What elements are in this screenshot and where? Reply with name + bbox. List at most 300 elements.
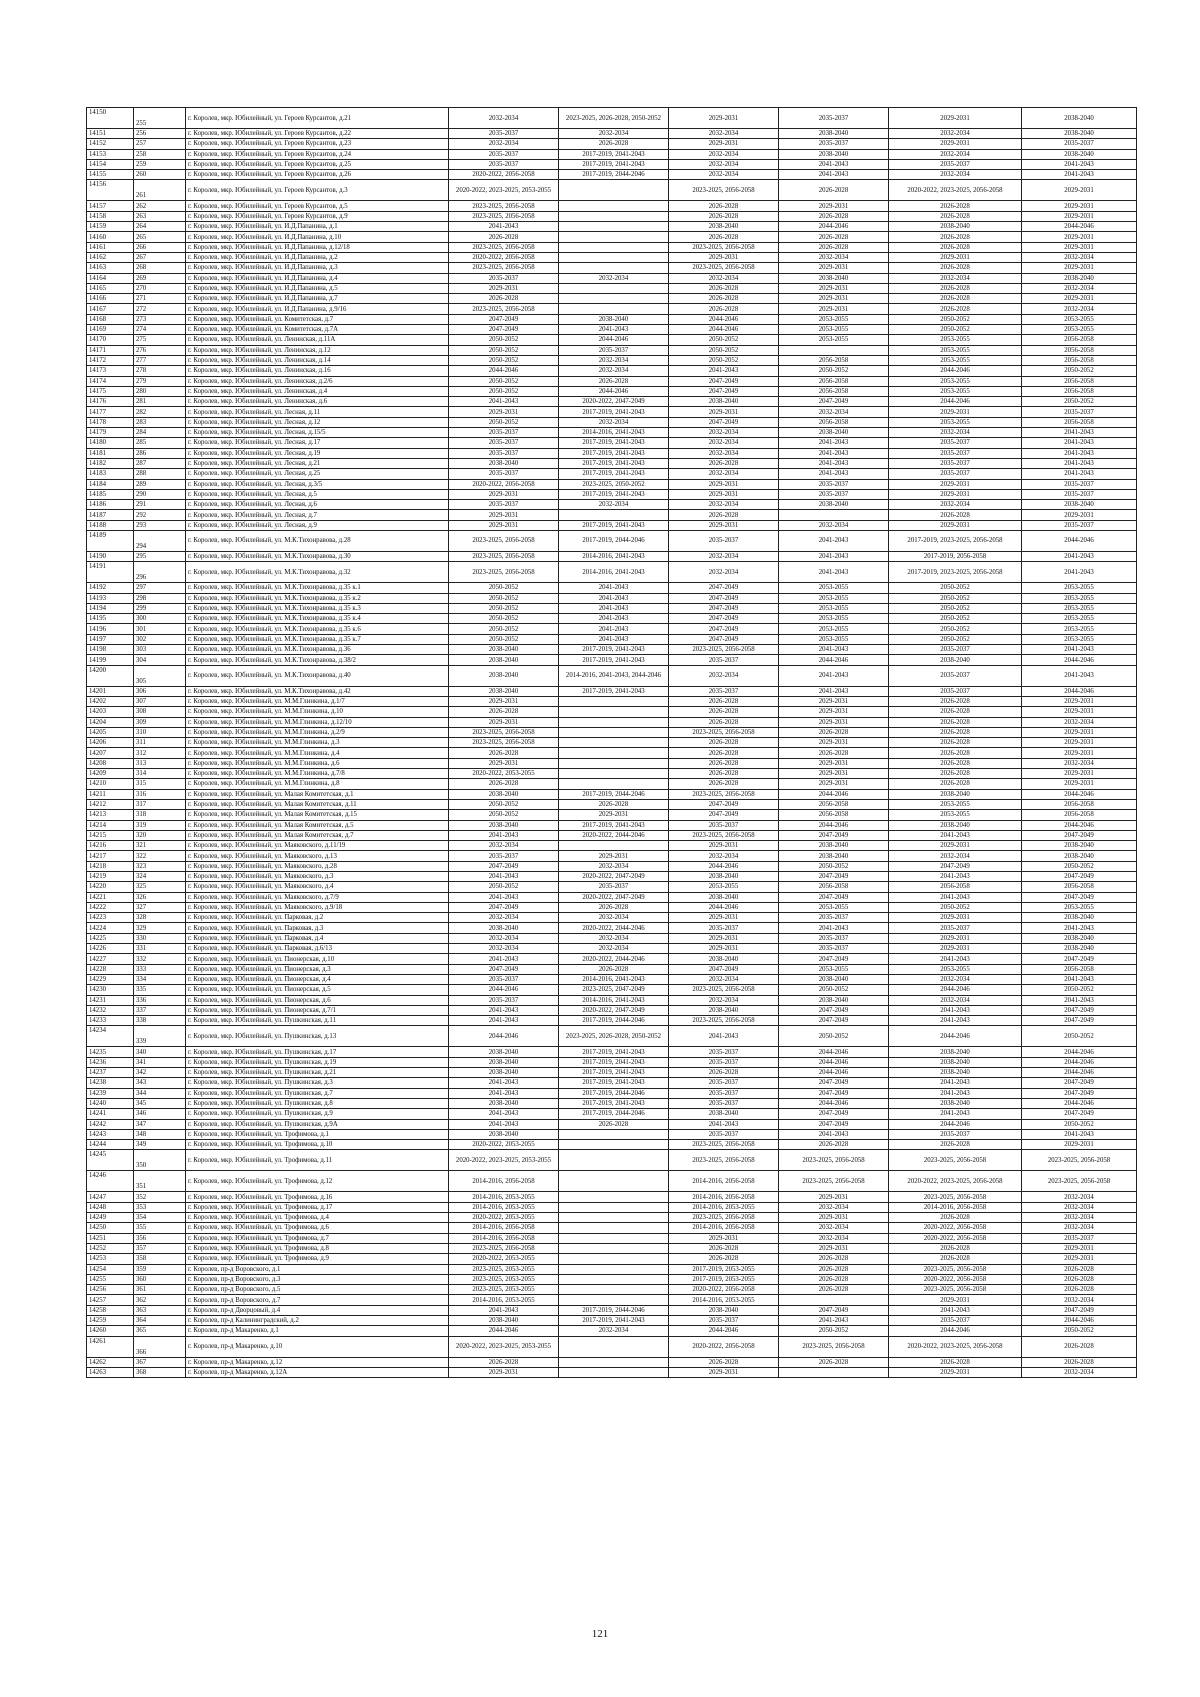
row-id-cell: 14167 [87, 304, 134, 314]
period-cell-4: 2056-2058 [779, 386, 889, 396]
period-cell-2 [559, 841, 669, 851]
row-id-cell: 14239 [87, 1088, 134, 1098]
period-cell-5: 2050-2052 [889, 583, 1022, 593]
address-cell: г. Королев, мкр. Юбилейный, ул. Ленинская, д.12 [186, 345, 449, 355]
period-cell-5: 2029-2031 [889, 407, 1022, 417]
period-cell-5: 2050-2052 [889, 902, 1022, 912]
row-number-cell: 305 [134, 665, 186, 686]
row-number-cell: 294 [134, 530, 186, 551]
row-id-cell: 14212 [87, 799, 134, 809]
period-cell-5: 2029-2031 [889, 479, 1022, 489]
period-cell-5: 2053-2055 [889, 355, 1022, 365]
row-number-cell: 341 [134, 1057, 186, 1067]
period-cell-6: 2050-2052 [1022, 985, 1137, 995]
period-cell-2 [559, 252, 669, 262]
table-row [87, 376, 1137, 386]
row-number-cell: 282 [134, 407, 186, 417]
period-cell-6: 2029-2031 [1022, 232, 1137, 242]
period-cell-4: 2026-2028 [779, 232, 889, 242]
period-cell-4: 2047-2049 [779, 1109, 889, 1119]
row-number-cell: 256 [134, 129, 186, 139]
period-cell-3: 2026-2028 [669, 707, 779, 717]
period-cell-4: 2032-2034 [779, 1233, 889, 1243]
row-id-cell: 14186 [87, 500, 134, 510]
period-cell-4: 2041-2043 [779, 530, 889, 551]
period-cell-6: 2053-2055 [1022, 624, 1137, 634]
row-number-cell: 327 [134, 902, 186, 912]
period-cell-2: 2038-2040 [559, 314, 669, 324]
period-cell-3: 2026-2028 [669, 748, 779, 758]
period-cell-3: 2038-2040 [669, 397, 779, 407]
period-cell-3: 2026-2028 [669, 283, 779, 293]
address-cell: г. Королев, мкр. Юбилейный, ул. И.Д.Папанина, д.1 [186, 222, 449, 232]
period-cell-3: 2026-2028 [669, 294, 779, 304]
row-id-cell: 14257 [87, 1295, 134, 1305]
period-cell-2 [559, 1254, 669, 1264]
period-cell-5: 2029-2031 [889, 139, 1022, 149]
row-number-cell: 262 [134, 201, 186, 211]
period-cell-3: 2035-2037 [669, 923, 779, 933]
period-cell-5: 2053-2055 [889, 810, 1022, 820]
row-id-cell: 14241 [87, 1109, 134, 1119]
period-cell-4: 2026-2028 [779, 1285, 889, 1295]
period-cell-3: 2032-2034 [669, 500, 779, 510]
row-number-cell: 287 [134, 458, 186, 468]
table-row [87, 1274, 1137, 1284]
row-number-cell: 283 [134, 417, 186, 427]
row-number-cell: 315 [134, 779, 186, 789]
period-cell-1: 2035-2037 [449, 500, 559, 510]
period-cell-2: 2020-2022, 2047-2049 [559, 397, 669, 407]
period-cell-4: 2053-2055 [779, 603, 889, 613]
period-cell-4: 2041-2043 [779, 562, 889, 583]
period-cell-4: 2026-2028 [779, 1357, 889, 1367]
period-cell-3: 2035-2037 [669, 1057, 779, 1067]
period-cell-1: 2041-2043 [449, 1005, 559, 1015]
address-cell: г. Королев, мкр. Юбилейный, ул. Трофимова, д.9 [186, 1254, 449, 1264]
table-row [87, 530, 1137, 551]
address-cell: г. Королев, мкр. Юбилейный, ул. Комитетская, д.7А [186, 325, 449, 335]
period-cell-1: 2038-2040 [449, 923, 559, 933]
period-cell-2: 2032-2034 [559, 129, 669, 139]
period-cell-1: 2014-2016, 2056-2058 [449, 1171, 559, 1192]
table-row [87, 902, 1137, 912]
row-number-cell: 292 [134, 510, 186, 520]
row-id-cell: 14231 [87, 995, 134, 1005]
period-cell-3: 2035-2037 [669, 686, 779, 696]
row-id-cell: 14175 [87, 386, 134, 396]
period-cell-3: 2014-2016, 2056-2058 [669, 1192, 779, 1202]
period-cell-1: 2014-2016, 2056-2058 [449, 1233, 559, 1243]
address-cell: г. Королев, мкр. Юбилейный, ул. М.К.Тихонравова, д.36 [186, 645, 449, 655]
period-cell-1: 2029-2031 [449, 407, 559, 417]
row-id-cell: 14190 [87, 551, 134, 561]
period-cell-5: 2020-2022, 2056-2058 [889, 1233, 1022, 1243]
table-row [87, 345, 1137, 355]
period-cell-2: 2017-2019, 2041-2043 [559, 159, 669, 169]
period-cell-6: 2047-2049 [1022, 954, 1137, 964]
period-cell-2 [559, 1243, 669, 1253]
period-cell-2 [559, 707, 669, 717]
period-cell-6: 2032-2034 [1022, 1367, 1137, 1377]
period-cell-4: 2047-2049 [779, 1016, 889, 1026]
address-cell: г. Королев, мкр. Юбилейный, ул. Ленинская, д.16 [186, 366, 449, 376]
row-id-cell: 14170 [87, 335, 134, 345]
row-id-cell: 14159 [87, 222, 134, 232]
period-cell-2: 2020-2022, 2047-2049 [559, 892, 669, 902]
period-cell-3: 2023-2025, 2056-2058 [669, 1140, 779, 1150]
period-cell-6: 2029-2031 [1022, 263, 1137, 273]
period-cell-3: 2020-2022, 2056-2058 [669, 1336, 779, 1357]
period-cell-4: 2053-2055 [779, 335, 889, 345]
period-cell-3: 2026-2028 [669, 1068, 779, 1078]
period-cell-2: 2041-2043 [559, 583, 669, 593]
period-cell-6: 2056-2058 [1022, 355, 1137, 365]
row-id-cell: 14262 [87, 1357, 134, 1367]
period-cell-3: 2032-2034 [669, 448, 779, 458]
period-cell-6: 2050-2052 [1022, 861, 1137, 871]
row-number-cell: 261 [134, 180, 186, 201]
period-cell-4: 2053-2055 [779, 593, 889, 603]
period-cell-5: 2041-2043 [889, 954, 1022, 964]
period-cell-6: 2029-2031 [1022, 779, 1137, 789]
table-row [87, 407, 1137, 417]
period-cell-3: 2017-2019, 2053-2055 [669, 1264, 779, 1274]
table-row [87, 170, 1137, 180]
row-id-cell: 14249 [87, 1213, 134, 1223]
period-cell-2: 2017-2019, 2041-2043 [559, 149, 669, 159]
period-cell-6: 2038-2040 [1022, 913, 1137, 923]
period-cell-3: 2026-2028 [669, 769, 779, 779]
address-cell: г. Королев, мкр. Юбилейный, ул. И.Д.Папанина, д.3 [186, 263, 449, 273]
address-cell: г. Королев, мкр. Юбилейный, ул. Парковая, д.3 [186, 923, 449, 933]
row-number-cell: 308 [134, 707, 186, 717]
row-number-cell: 347 [134, 1119, 186, 1129]
row-id-cell: 14172 [87, 355, 134, 365]
period-cell-2: 2014-2016, 2041-2043 [559, 551, 669, 561]
period-cell-5: 2032-2034 [889, 995, 1022, 1005]
row-number-cell: 258 [134, 149, 186, 159]
period-cell-3: 2023-2025, 2056-2058 [669, 645, 779, 655]
period-cell-2 [559, 696, 669, 706]
table-row [87, 1109, 1137, 1119]
period-cell-2 [559, 1295, 669, 1305]
table-row [87, 520, 1137, 530]
period-cell-1: 2026-2028 [449, 232, 559, 242]
row-id-cell: 14261 [87, 1336, 134, 1357]
period-cell-3: 2041-2043 [669, 366, 779, 376]
period-cell-1: 2032-2034 [449, 841, 559, 851]
row-id-cell: 14234 [87, 1026, 134, 1047]
period-cell-2 [559, 769, 669, 779]
table-row [87, 1068, 1137, 1078]
period-cell-6: 2029-2031 [1022, 748, 1137, 758]
row-number-cell: 318 [134, 810, 186, 820]
address-cell: г. Королев, мкр. Юбилейный, ул. Лесная, д.19 [186, 448, 449, 458]
period-cell-1: 2029-2031 [449, 758, 559, 768]
period-cell-4: 2056-2058 [779, 810, 889, 820]
period-cell-3: 2032-2034 [669, 149, 779, 159]
period-cell-5: 2038-2040 [889, 222, 1022, 232]
period-cell-6: 2056-2058 [1022, 335, 1137, 345]
row-number-cell: 365 [134, 1326, 186, 1336]
period-cell-5: 2041-2043 [889, 1305, 1022, 1315]
row-number-cell: 277 [134, 355, 186, 365]
row-number-cell: 289 [134, 479, 186, 489]
period-cell-6: 2047-2049 [1022, 830, 1137, 840]
row-id-cell: 14171 [87, 345, 134, 355]
row-number-cell: 306 [134, 686, 186, 696]
address-cell: г. Королев, мкр. Юбилейный, ул. Пушкинская, д.9 [186, 1109, 449, 1119]
row-id-cell: 14255 [87, 1274, 134, 1284]
period-cell-2: 2041-2043 [559, 634, 669, 644]
table-row [87, 1295, 1137, 1305]
row-number-cell: 360 [134, 1274, 186, 1284]
period-cell-5: 2035-2037 [889, 469, 1022, 479]
row-id-cell: 14218 [87, 861, 134, 871]
period-cell-5: 2050-2052 [889, 614, 1022, 624]
row-id-cell: 14244 [87, 1140, 134, 1150]
period-cell-2 [559, 283, 669, 293]
address-cell: г. Королев, мкр. Юбилейный, ул. М.К.Тихонравова, д.35 к.4 [186, 614, 449, 624]
period-cell-1: 2032-2034 [449, 933, 559, 943]
table-row [87, 727, 1137, 737]
period-cell-4: 2035-2037 [779, 913, 889, 923]
period-cell-1: 2023-2025, 2056-2058 [449, 304, 559, 314]
period-cell-3: 2026-2028 [669, 201, 779, 211]
address-cell: г. Королев, мкр. Юбилейный, ул. Маяковского, д.7/9 [186, 892, 449, 902]
period-cell-2: 2044-2046 [559, 335, 669, 345]
row-number-cell: 257 [134, 139, 186, 149]
period-cell-3: 2047-2049 [669, 614, 779, 624]
period-cell-5: 2038-2040 [889, 820, 1022, 830]
table-row [87, 1192, 1137, 1202]
period-cell-4: 2047-2049 [779, 1005, 889, 1015]
table-row [87, 954, 1137, 964]
table-row [87, 1223, 1137, 1233]
period-cell-2 [559, 1129, 669, 1139]
period-cell-2: 2032-2034 [559, 944, 669, 954]
period-cell-3: 2041-2043 [669, 1026, 779, 1047]
address-cell: г. Королев, пр-д Воровского, д.5 [186, 1285, 449, 1295]
period-cell-5: 2020-2022, 2056-2058 [889, 1223, 1022, 1233]
table-row [87, 283, 1137, 293]
period-cell-2: 2032-2034 [559, 861, 669, 871]
period-cell-3: 2014-2016, 2056-2058 [669, 1171, 779, 1192]
period-cell-3: 2044-2046 [669, 325, 779, 335]
row-number-cell: 349 [134, 1140, 186, 1150]
table-row [87, 1315, 1137, 1325]
address-cell: г. Королев, мкр. Юбилейный, ул. Героев Курсантов, д.5 [186, 201, 449, 211]
address-cell: г. Королев, мкр. Юбилейный, ул. М.К.Тихонравова, д.32 [186, 562, 449, 583]
period-cell-3: 2029-2031 [669, 407, 779, 417]
address-cell: г. Королев, мкр. Юбилейный, ул. Пушкинская, д.13 [186, 1026, 449, 1047]
row-number-cell: 303 [134, 645, 186, 655]
period-cell-2 [559, 1223, 669, 1233]
period-cell-4: 2038-2040 [779, 841, 889, 851]
table-row [87, 593, 1137, 603]
row-number-cell: 366 [134, 1336, 186, 1357]
period-cell-2: 2032-2034 [559, 417, 669, 427]
period-cell-5: 2038-2040 [889, 1098, 1022, 1108]
period-cell-3: 2026-2028 [669, 211, 779, 221]
row-id-cell: 14237 [87, 1068, 134, 1078]
period-cell-3: 2029-2031 [669, 1367, 779, 1377]
period-cell-4: 2038-2040 [779, 500, 889, 510]
period-cell-6: 2038-2040 [1022, 129, 1137, 139]
period-cell-3: 2044-2046 [669, 1326, 779, 1336]
row-id-cell: 14189 [87, 530, 134, 551]
period-cell-1: 2038-2040 [449, 1315, 559, 1325]
table-row [87, 861, 1137, 871]
period-cell-4: 2053-2055 [779, 634, 889, 644]
period-cell-4: 2047-2049 [779, 1078, 889, 1088]
table-row [87, 242, 1137, 252]
row-id-cell: 14236 [87, 1057, 134, 1067]
row-id-cell: 14181 [87, 448, 134, 458]
period-cell-5: 2047-2049 [889, 861, 1022, 871]
row-id-cell: 14163 [87, 263, 134, 273]
address-cell: г. Королев, мкр. Юбилейный, ул. Пушкинская, д.19 [186, 1057, 449, 1067]
period-cell-4: 2056-2058 [779, 799, 889, 809]
period-cell-3: 2035-2037 [669, 1315, 779, 1325]
address-cell: г. Королев, мкр. Юбилейный, ул. М.М.Глинкина, д.12/10 [186, 717, 449, 727]
address-cell: г. Королев, мкр. Юбилейный, ул. Парковая, д.6/13 [186, 944, 449, 954]
period-cell-4: 2029-2031 [779, 1213, 889, 1223]
period-cell-1: 2038-2040 [449, 665, 559, 686]
row-id-cell: 14150 [87, 108, 134, 129]
period-cell-6: 2032-2034 [1022, 717, 1137, 727]
period-cell-2 [559, 304, 669, 314]
period-cell-3: 2029-2031 [669, 489, 779, 499]
period-cell-5: 2032-2034 [889, 170, 1022, 180]
period-cell-6: 2047-2049 [1022, 1109, 1137, 1119]
period-cell-1: 2035-2037 [449, 851, 559, 861]
table-row [87, 851, 1137, 861]
period-cell-3: 2047-2049 [669, 964, 779, 974]
row-id-cell: 14195 [87, 614, 134, 624]
period-cell-6: 2050-2052 [1022, 1119, 1137, 1129]
period-cell-1: 2050-2052 [449, 624, 559, 634]
period-cell-6: 2038-2040 [1022, 933, 1137, 943]
period-cell-5: 2026-2028 [889, 1213, 1022, 1223]
period-cell-1: 2023-2025, 2053-2055 [449, 1264, 559, 1274]
period-cell-1: 2032-2034 [449, 139, 559, 149]
table-row [87, 820, 1137, 830]
row-number-cell: 291 [134, 500, 186, 510]
address-cell: г. Королев, мкр. Юбилейный, ул. Лесная, д.7 [186, 510, 449, 520]
period-cell-1: 2041-2043 [449, 1088, 559, 1098]
row-id-cell: 14250 [87, 1223, 134, 1233]
table-row [87, 129, 1137, 139]
period-cell-2: 2017-2019, 2041-2043 [559, 438, 669, 448]
table-row [87, 1140, 1137, 1150]
period-cell-2 [559, 263, 669, 273]
period-cell-6: 2035-2037 [1022, 520, 1137, 530]
period-cell-4: 2047-2049 [779, 954, 889, 964]
period-cell-4: 2053-2055 [779, 964, 889, 974]
period-cell-4: 2041-2043 [779, 665, 889, 686]
period-cell-6: 2038-2040 [1022, 273, 1137, 283]
address-cell: г. Королев, мкр. Юбилейный, ул. Героев Курсантов, д.26 [186, 170, 449, 180]
row-id-cell: 14197 [87, 634, 134, 644]
period-cell-4: 2044-2046 [779, 1047, 889, 1057]
period-cell-6: 2056-2058 [1022, 810, 1137, 820]
row-id-cell: 14169 [87, 325, 134, 335]
row-id-cell: 14182 [87, 458, 134, 468]
period-cell-4: 2029-2031 [779, 769, 889, 779]
table-row [87, 892, 1137, 902]
period-cell-2: 2017-2019, 2041-2043 [559, 1068, 669, 1078]
period-cell-3: 2026-2028 [669, 510, 779, 520]
table-row [87, 1129, 1137, 1139]
address-cell: г. Королев, мкр. Юбилейный, ул. М.К.Тихонравова, д.35 к.7 [186, 634, 449, 644]
period-cell-1: 2020-2022, 2023-2025, 2053-2055 [449, 1336, 559, 1357]
period-cell-5: 2044-2046 [889, 1026, 1022, 1047]
row-number-cell: 325 [134, 882, 186, 892]
period-cell-1: 2023-2025, 2056-2058 [449, 263, 559, 273]
table-row [87, 1367, 1137, 1377]
period-cell-2: 2014-2016, 2041-2043 [559, 428, 669, 438]
row-id-cell: 14194 [87, 603, 134, 613]
address-cell: г. Королев, мкр. Юбилейный, ул. Ленинская, д.2/6 [186, 376, 449, 386]
period-cell-3: 2038-2040 [669, 222, 779, 232]
table-row [87, 1213, 1137, 1223]
period-cell-6: 2047-2049 [1022, 1016, 1137, 1026]
period-cell-6: 2032-2034 [1022, 1295, 1137, 1305]
period-cell-3: 2038-2040 [669, 1005, 779, 1015]
row-number-cell: 323 [134, 861, 186, 871]
period-cell-3: 2023-2025, 2056-2058 [669, 1150, 779, 1171]
address-cell: г. Королев, мкр. Юбилейный, ул. Трофимова, д.12 [186, 1171, 449, 1192]
table-row [87, 1119, 1137, 1129]
row-number-cell: 276 [134, 345, 186, 355]
period-cell-1: 2041-2043 [449, 1078, 559, 1088]
row-number-cell: 263 [134, 211, 186, 221]
period-cell-4: 2032-2034 [779, 520, 889, 530]
table-row [87, 1078, 1137, 1088]
period-cell-3: 2047-2049 [669, 799, 779, 809]
period-cell-5: 2035-2037 [889, 448, 1022, 458]
table-row [87, 222, 1137, 232]
period-cell-3: 2032-2034 [669, 665, 779, 686]
address-cell: г. Королев, мкр. Юбилейный, ул. Трофимова, д.17 [186, 1202, 449, 1212]
period-cell-2: 2023-2025, 2026-2028, 2050-2052 [559, 1026, 669, 1047]
address-cell: г. Королев, пр-д Макаренко, д.12 [186, 1357, 449, 1367]
period-cell-1: 2050-2052 [449, 799, 559, 809]
period-cell-5: 2035-2037 [889, 645, 1022, 655]
period-cell-3: 2026-2028 [669, 696, 779, 706]
address-cell: г. Королев, мкр. Юбилейный, ул. Героев Курсантов, д.9 [186, 211, 449, 221]
address-cell: г. Королев, мкр. Юбилейный, ул. Пионерская, д.10 [186, 954, 449, 964]
period-cell-2: 2017-2019, 2044-2046 [559, 1305, 669, 1315]
period-cell-5: 2035-2037 [889, 1129, 1022, 1139]
period-cell-4: 2041-2043 [779, 448, 889, 458]
period-cell-4: 2038-2040 [779, 149, 889, 159]
period-cell-2: 2017-2019, 2041-2043 [559, 645, 669, 655]
period-cell-1: 2047-2049 [449, 861, 559, 871]
period-cell-4: 2038-2040 [779, 995, 889, 1005]
period-cell-4: 2038-2040 [779, 273, 889, 283]
table-row [87, 645, 1137, 655]
table-body [87, 108, 1137, 1378]
period-cell-1: 2020-2022, 2056-2058 [449, 479, 559, 489]
period-cell-2 [559, 1192, 669, 1202]
period-cell-3: 2038-2040 [669, 892, 779, 902]
row-number-cell: 367 [134, 1357, 186, 1367]
period-cell-1: 2023-2025, 2056-2058 [449, 201, 559, 211]
period-cell-6: 2053-2055 [1022, 325, 1137, 335]
